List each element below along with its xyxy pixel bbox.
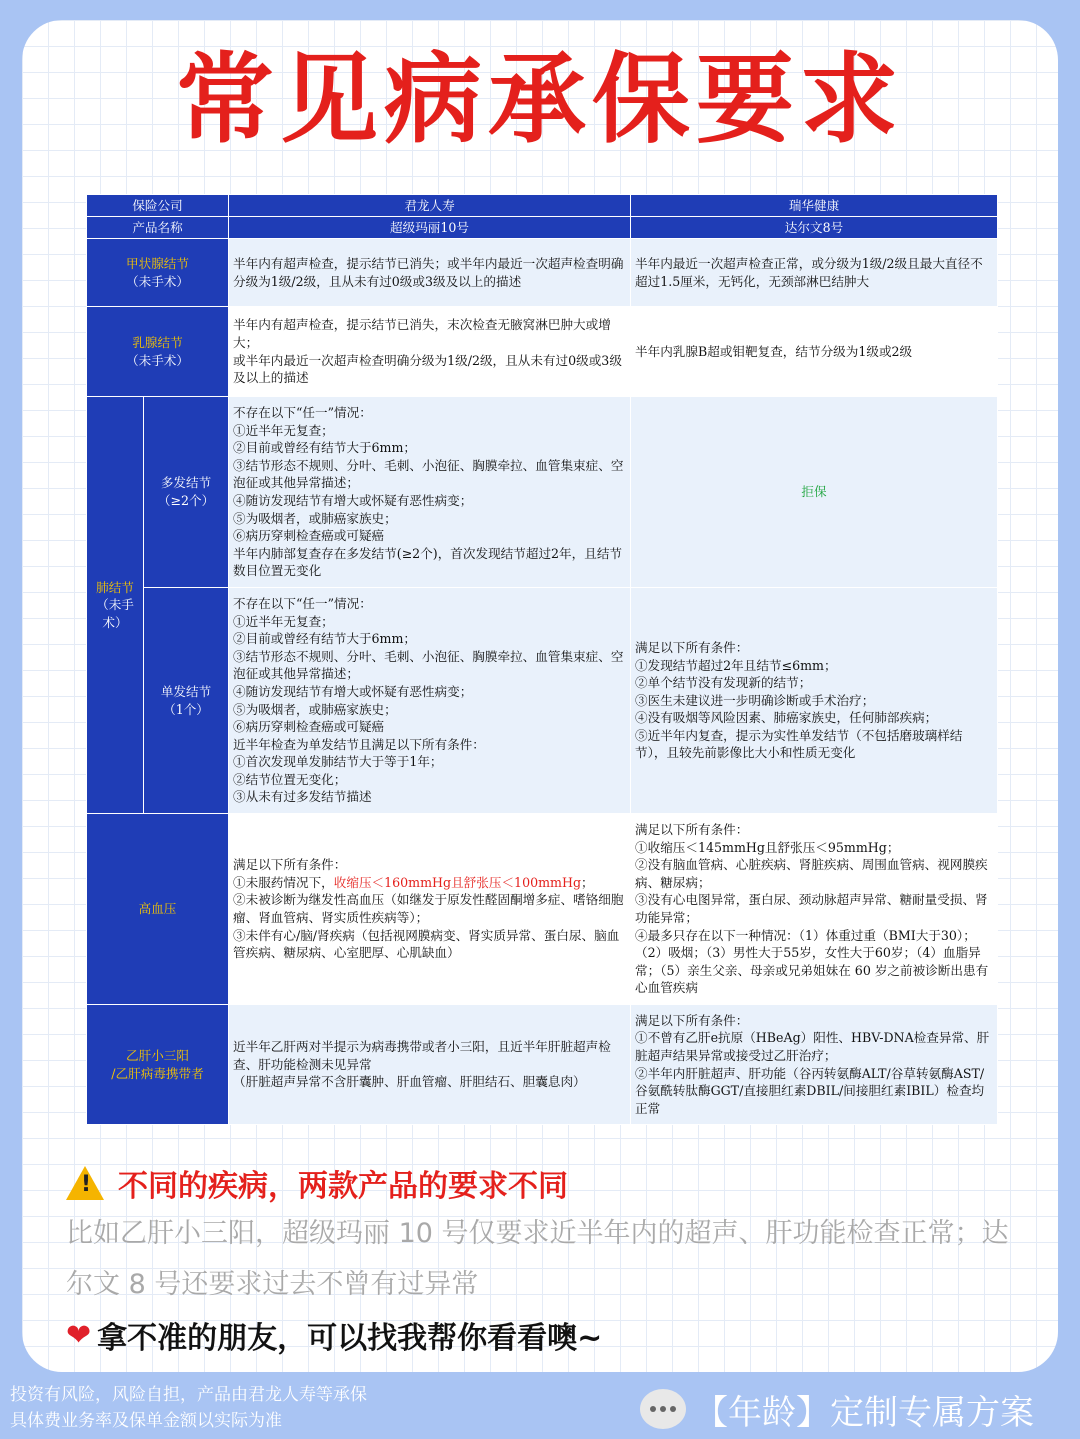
cell-lung-single-b [631, 588, 998, 814]
table-row [87, 397, 998, 588]
promo-text: 【年龄】定制专属方案 [694, 1392, 1034, 1433]
label-text: 乙肝小三阳 [126, 1047, 189, 1063]
product-b: 达尔文8号 [631, 217, 998, 239]
text-line: 半年内有超声检查，提示结节已消失，末次检查无腋窝淋巴肿大或增大； [233, 317, 611, 350]
text-line: ③没有心电图异常，蛋白尿、颈动脉超声异常、糖耐量受损、肾功能异常； [635, 892, 988, 925]
cell-hepatitis-a [229, 1005, 631, 1125]
text-line: ①不曾有乙肝e抗原（HBeAg）阳性、HBV-DNA检查异常、肝脏超声结果异常或接受过乙肝治疗； [635, 1030, 990, 1063]
text-line: ①近半年无复查； [233, 613, 334, 629]
label-sub: （未手术） [96, 597, 134, 630]
text-line: ①发现结节超过2年且结节≤6mm； [635, 657, 837, 673]
table-row [87, 217, 998, 239]
text-line: ②单个结节没有发现新的结节； [635, 675, 812, 691]
text-line: ③医生未建议进一步明确诊断或手术治疗； [635, 692, 875, 708]
cell-lung-multi-b-reject: 拒保 [631, 397, 998, 588]
cell-lung-single-a [229, 588, 631, 814]
cell-breast-b: 半年内乳腺B超或钼靶复查，结节分级为1级或2级 [631, 307, 998, 397]
bp-threshold-highlight: 收缩压＜160mmHg且舒张压＜100mmHg [333, 874, 582, 890]
header-company-label: 保险公司 [87, 195, 229, 217]
text-line: 满足以下所有条件： [635, 822, 749, 838]
text-line: 满足以下所有条件： [635, 1012, 749, 1028]
text-line: ④没有吸烟等风险因素、肺癌家族史，任何肺部疾病； [635, 710, 938, 726]
label-text: 乳腺结节 [132, 334, 183, 350]
text-line: ②没有脑血管病、心脏疾病、肾脏疾病、周围血管病、视网膜疾病、糖尿病； [635, 857, 988, 890]
cell-hypertension-a [229, 814, 631, 1005]
cell-thyroid-b: 半年内最近一次超声检查正常，或分级为1级/2级且最大直径不超过1.5厘米，无钙化，无颈部淋巴结肿大 [631, 239, 998, 307]
text-line: ①近半年无复查； [233, 422, 334, 438]
table-row [87, 307, 998, 397]
text-line: ①收缩压＜145mmHg且舒张压＜95mmHg； [635, 839, 900, 855]
cell-breast-a [229, 307, 631, 397]
text-line: ⑥病历穿刺检查癌或可疑癌 [233, 719, 385, 735]
label-sub: /乙肝病毒携带者 [111, 1065, 204, 1081]
label-sub: （未手术） [126, 273, 189, 289]
product-a: 超级玛丽10号 [229, 217, 631, 239]
text-line: ②目前或曾经有结节大于6mm； [233, 440, 417, 456]
text-line: ③从未有过多发结节描述 [233, 789, 372, 805]
underwriting-table [86, 194, 998, 1125]
text-line: 不存在以下“任一”情况： [233, 405, 372, 421]
text-line: 满足以下所有条件： [635, 639, 749, 655]
text-line: ③结节形态不规则、分叶、毛刺、小泡征、胸膜牵拉、血管集束症、空泡征或其他异常描述； [233, 648, 624, 682]
text-line: ③未伴有心/脑/肾疾病（包括视网膜病变、肾实质异常、蛋白尿、脑血管疾病、糖尿病、心室肥厚、心肌缺血） [233, 927, 620, 961]
text-line: ②目前或曾经有结节大于6mm； [233, 631, 417, 647]
row-label-lung-single [144, 588, 229, 814]
table-row [87, 239, 998, 307]
text-line: ②未被诊断为继发性高血压（如继发于原发性醛固酮增多症、嗜铬细胞瘤、肾血管病、肾实质性疾病等）； [233, 892, 624, 925]
row-label-hepatitis [87, 1005, 229, 1125]
text-line: ④随访发现结节有增大或怀疑有恶性病变； [233, 683, 473, 699]
text-line: ②结节位置无变化； [233, 771, 347, 787]
header-product-label: 产品名称 [87, 217, 229, 239]
label-sub: （未手术） [126, 352, 189, 368]
label-text: 多发结节 [160, 475, 212, 491]
text-line: 不存在以下“任一”情况： [233, 595, 372, 611]
table-row [87, 1005, 998, 1125]
heart-icon: ❤ [66, 1317, 92, 1353]
text-line [233, 874, 626, 892]
label-text: 甲状腺结节 [126, 255, 189, 271]
warning-icon: ! [66, 1166, 104, 1200]
disclaimer [10, 1382, 367, 1434]
text-line: ④随访发现结节有增大或怀疑有恶性病变； [233, 493, 473, 508]
cell-hypertension-b [631, 814, 998, 1005]
label-text: 单发结节 [160, 683, 212, 699]
cell-lung-multi-a [229, 397, 631, 588]
cta-text: 拿不准的朋友，可以找我帮你看看噢~ [97, 1321, 603, 1356]
chat-bubble-icon [640, 1389, 686, 1429]
table-row [87, 588, 998, 814]
cta-line [66, 1312, 602, 1358]
row-label-thyroid [87, 239, 229, 307]
warning-text: 不同的疾病，两款产品的要求不同 [118, 1169, 568, 1204]
text-line: ⑤为吸烟者，或肺癌家族史； [233, 510, 397, 526]
text-line: ②半年内肝脏超声、肝功能（谷丙转氨酶ALT/谷草转氨酶AST/谷氨酰转肽酶GGT/直接胆红素DBIL/间接胆红素IBIL）检查均正常 [635, 1065, 985, 1116]
text-line: 近半年检查为单发结节且满足以下所有条件： [233, 736, 485, 752]
label-sub: （≥2个） [157, 493, 215, 508]
row-label-hypertension [87, 814, 229, 1005]
cell-hepatitis-b [631, 1005, 998, 1125]
warning-line [66, 1160, 568, 1206]
example-note: 比如乙肝小三阳，超级玛丽 10 号仅要求近半年内的超声、肝功能检查正常；达尔文 8 号还要求过去不曾有过异常 [66, 1218, 1009, 1300]
disclaimer-line: 具体费业务率及保单金额以实际为准 [10, 1411, 282, 1431]
page-title: 常见病承保要求 [175, 43, 904, 157]
label-text: 高血压 [138, 901, 177, 917]
text-seg: ； [581, 874, 594, 890]
text-line: 满足以下所有条件： [233, 857, 347, 873]
company-a: 君龙人寿 [229, 195, 631, 217]
cell-thyroid-a: 半年内有超声检查，提示结节已消失；或半年内最近一次超声检查明确分级为1级/2级，且从未有过0级或3级及以上的描述 [229, 239, 631, 307]
table-row [87, 814, 998, 1005]
text-line: （肝脏超声异常不含肝囊肿、肝血管瘤、肝胆结石、胆囊息肉） [233, 1074, 586, 1090]
text-line: ⑤为吸烟者，或肺癌家族史； [233, 701, 397, 717]
text-line: ⑥病历穿刺检查癌或可疑癌 [233, 528, 385, 544]
text-line: 近半年乙肝两对半提示为病毒携带或者小三阳，且近半年肝脏超声检查、肝功能检测未见异常 [233, 1039, 611, 1072]
row-label-breast [87, 307, 229, 397]
promo-button[interactable] [640, 1384, 1034, 1434]
text-line: ⑤近半年内复查，提示为实性单发结节（不包括磨玻璃样结节），且较先前影像比大小和性质无变化 [635, 727, 963, 761]
text-line: ①首次发现单发肺结节大于等于1年； [233, 754, 443, 770]
label-sub: （1个） [163, 701, 209, 717]
disclaimer-line: 投资有风险，风险自担，产品由君龙人寿等承保 [10, 1385, 367, 1405]
text-line: ④最多只存在以下一种情况：（1）体重过重（BMI大于30）；（2）吸烟；（3）男性大于55岁，女性大于60岁；（4）血脂异常；（5）亲生父亲、母亲或兄弟姐妹在 60 岁之前被诊断出患有心血管疾病 [635, 927, 989, 996]
label-text: 肺结节 [96, 579, 134, 595]
text-line: 半年内肺部复查存在多发结节(≥2个)，首次发现结节超过2年，且结节数目位置无变化 [233, 545, 623, 579]
text-seg: ①未服药情况下， [233, 874, 334, 890]
company-b: 瑞华健康 [631, 195, 998, 217]
table-row [87, 195, 998, 217]
row-label-lung [87, 397, 144, 814]
text-line: 或半年内最近一次超声检查明确分级为1级/2级，且从未有过0级或3级及以上的描述 [233, 352, 622, 386]
row-label-lung-multi [144, 397, 229, 588]
text-line: ③结节形态不规则、分叶、毛刺、小泡征、胸膜牵拉、血管集束症、空泡征或其他异常描述； [233, 457, 624, 491]
